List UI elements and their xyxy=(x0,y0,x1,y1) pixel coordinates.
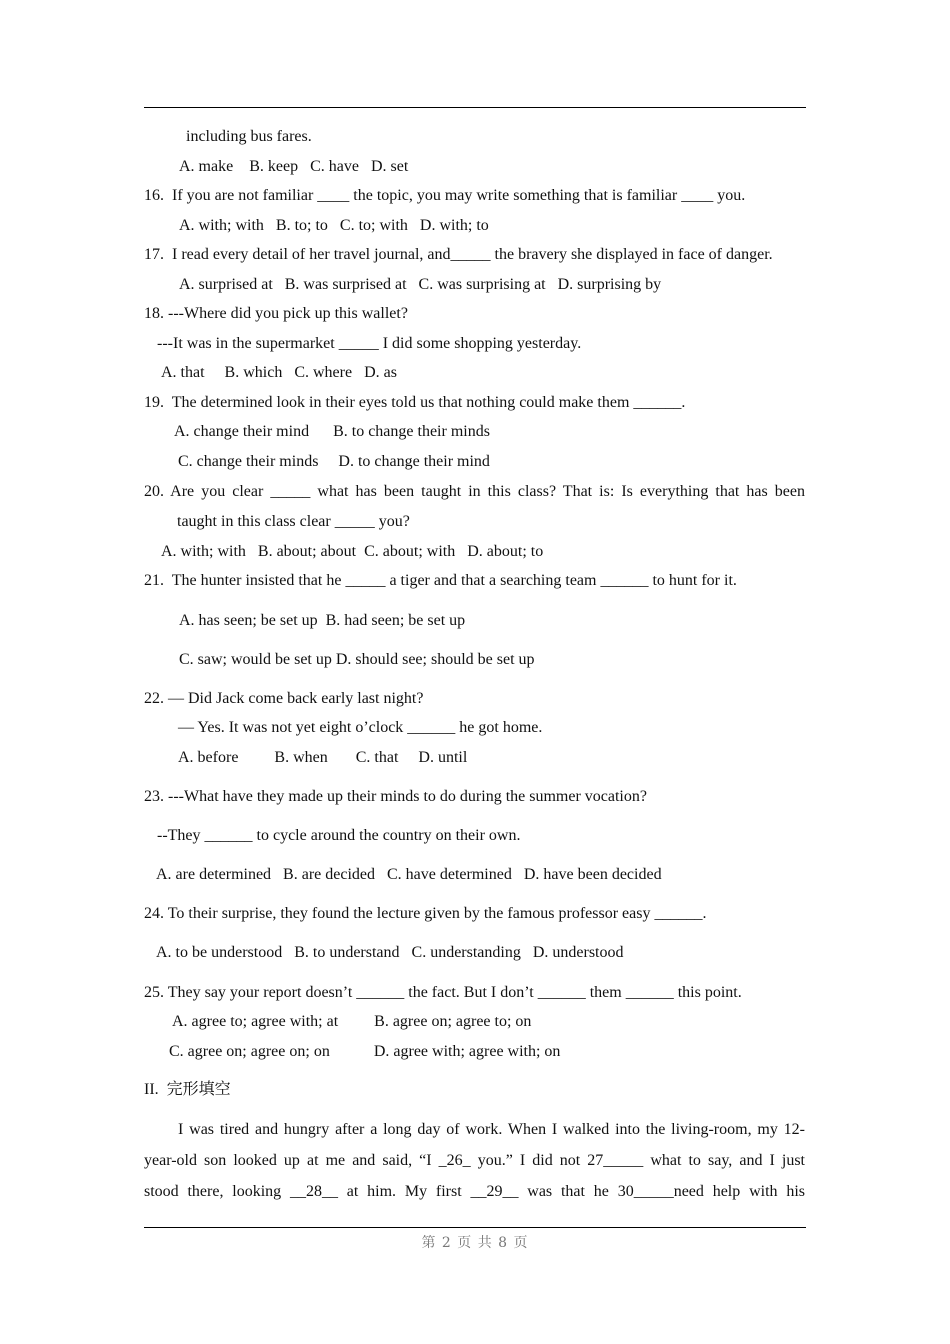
footer-rule xyxy=(144,1227,806,1228)
option-line: A. are determined B. are decided C. have determined D. have been decided xyxy=(156,866,662,883)
option-line: A. with; with B. about; about C. about; with D. about; to xyxy=(161,543,544,560)
option-line: A. has seen; be set up B. had seen; be set up xyxy=(179,612,466,629)
option-line: A. agree to; agree with; at B. agree on; agree to; on xyxy=(172,1013,532,1030)
passage-line: stood there, looking __28__ at him. My first __29__ was that he 30_____need help with his xyxy=(144,1183,805,1200)
question-19: 19. The determined look in their eyes told us that nothing could make them ______. xyxy=(144,394,686,411)
option-line: A. surprised at B. was surprised at C. was surprising at D. surprising by xyxy=(179,276,662,293)
section-heading: II. 完形填空 xyxy=(144,1081,231,1098)
text-line: ---It was in the supermarket _____ I did some shopping yesterday. xyxy=(157,335,582,352)
page-footer: 第 2 页 共 8 页 xyxy=(421,1235,529,1251)
text-line: --They ______ to cycle around the country on their own. xyxy=(157,827,521,844)
option-line: A. with; with B. to; to C. to; with D. with; to xyxy=(179,217,489,234)
text-line: including bus fares. xyxy=(186,128,312,145)
option-line: A. to be understood B. to understand C. understanding D. understood xyxy=(156,944,624,961)
text-line: taught in this class clear _____ you? xyxy=(177,513,410,530)
question-24: 24. To their surprise, they found the lecture given by the famous professor easy ______. xyxy=(144,905,707,922)
passage-line: year-old son looked up at me and said, “I _26_ you.” I did not 27_____ what to say, and I just xyxy=(144,1152,805,1169)
question-23: 23. ---What have they made up their minds to do during the summer vocation? xyxy=(144,788,647,805)
question-17: 17. I read every detail of her travel journal, and_____ the bravery she displayed in face of danger. xyxy=(144,246,773,263)
passage-line: I was tired and hungry after a long day of work. When I walked into the living-room, my 12- xyxy=(178,1121,805,1138)
question-20: 20. Are you clear _____ what has been taught in this class? That is: Is everything that has been xyxy=(144,483,805,500)
option-line: C. saw; would be set up D. should see; should be set up xyxy=(179,651,535,668)
question-25: 25. They say your report doesn’t ______ the fact. But I don’t ______ them ______ this point. xyxy=(144,984,742,1001)
header-rule xyxy=(144,107,806,108)
option-line: C. agree on; agree on; on D. agree with; agree with; on xyxy=(169,1043,561,1060)
option-line: A. before B. when C. that D. until xyxy=(178,749,468,766)
text-line: — Yes. It was not yet eight o’clock ______ he got home. xyxy=(178,719,543,736)
option-line: A. change their mind B. to change their minds xyxy=(174,423,490,440)
option-line: A. make B. keep C. have D. set xyxy=(179,158,409,175)
question-21: 21. The hunter insisted that he _____ a tiger and that a searching team ______ to hunt for it. xyxy=(144,572,737,589)
question-22: 22. — Did Jack come back early last night? xyxy=(144,690,424,707)
question-16: 16. If you are not familiar ____ the topic, you may write something that is familiar ____ you. xyxy=(144,187,746,204)
option-line: C. change their minds D. to change their mind xyxy=(178,453,490,470)
question-18: 18. ---Where did you pick up this wallet? xyxy=(144,305,408,322)
option-line: A. that B. which C. where D. as xyxy=(161,364,397,381)
